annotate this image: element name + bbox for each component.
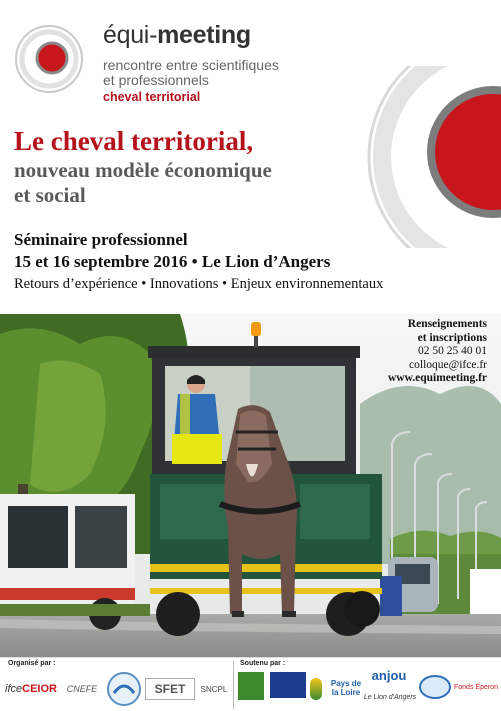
organiser-sfet-label: SFET — [154, 682, 186, 696]
supporter-region-label: Pays de la Loire — [330, 679, 362, 697]
supporter-logo-region — [328, 672, 364, 704]
contact-heading-2: et inscriptions — [417, 331, 487, 344]
brand-name-prefix: équi- — [103, 21, 158, 49]
supporter-logo-swirl-icon — [310, 678, 322, 700]
target-decoration-icon — [357, 66, 501, 248]
organised-by-label: Organisé par : — [8, 660, 56, 667]
organiser-logo-sncpl — [198, 672, 230, 706]
organiser-logo-ifce — [5, 672, 57, 706]
brand-name-suffix: meeting — [157, 21, 251, 49]
contact-email[interactable]: colloque@ifce.fr — [409, 358, 487, 371]
contact-website[interactable]: www.equimeeting.fr — [387, 372, 487, 384]
contact-block — [388, 318, 487, 386]
supporter-anjou-label: anjou — [371, 667, 407, 683]
supporter-logo-lion-angers — [360, 690, 420, 704]
supporter-lion-label: Le Lion d'Angers — [363, 693, 417, 701]
organiser-logo-sfet — [145, 678, 195, 700]
brand-tagline: rencontre entre scientifiques et professionnels — [103, 57, 279, 88]
event-dates-place: 15 et 16 septembre 2016 • Le Lion d’Angers — [14, 252, 331, 271]
supporter-logo-anjou — [366, 666, 412, 684]
brand-theme: cheval territorial — [103, 90, 201, 104]
headline-line1: Le cheval territorial, — [14, 126, 254, 156]
organiser-logo-cnefe — [62, 672, 102, 706]
supported-by-label: Soutenu par : — [240, 660, 286, 667]
headline-line2: nouveau modèle économique et social — [14, 158, 272, 207]
supporter-logo-oval-icon — [418, 674, 452, 700]
organiser-logo-round-icon — [106, 671, 142, 707]
eu-flag-icon — [270, 672, 306, 698]
organiser-cnefe-label: CNEFE — [66, 684, 98, 694]
supporter-logo-eperon — [454, 672, 498, 702]
contact-heading-1: Renseignements — [407, 318, 487, 330]
organiser-ifce-label: ifce — [5, 683, 23, 695]
brand-title — [103, 21, 251, 50]
supporter-logo-green-icon — [238, 672, 264, 700]
partners-footer — [0, 657, 501, 711]
footer-divider — [233, 661, 234, 709]
organiser-ceior-label: CEIOR — [22, 683, 57, 695]
contact-phone: 02 50 25 40 01 — [418, 345, 487, 357]
event-title: Séminaire professionnel — [14, 230, 188, 249]
equimeeting-logo-icon — [12, 24, 88, 94]
event-topics: Retours d’expérience • Innovations • Enjeux environnementaux — [14, 276, 384, 292]
organiser-sncpl-label: SNCPL — [200, 684, 228, 694]
supporter-eperon-label: Fonds Éperon — [454, 683, 498, 691]
headline — [14, 126, 359, 208]
